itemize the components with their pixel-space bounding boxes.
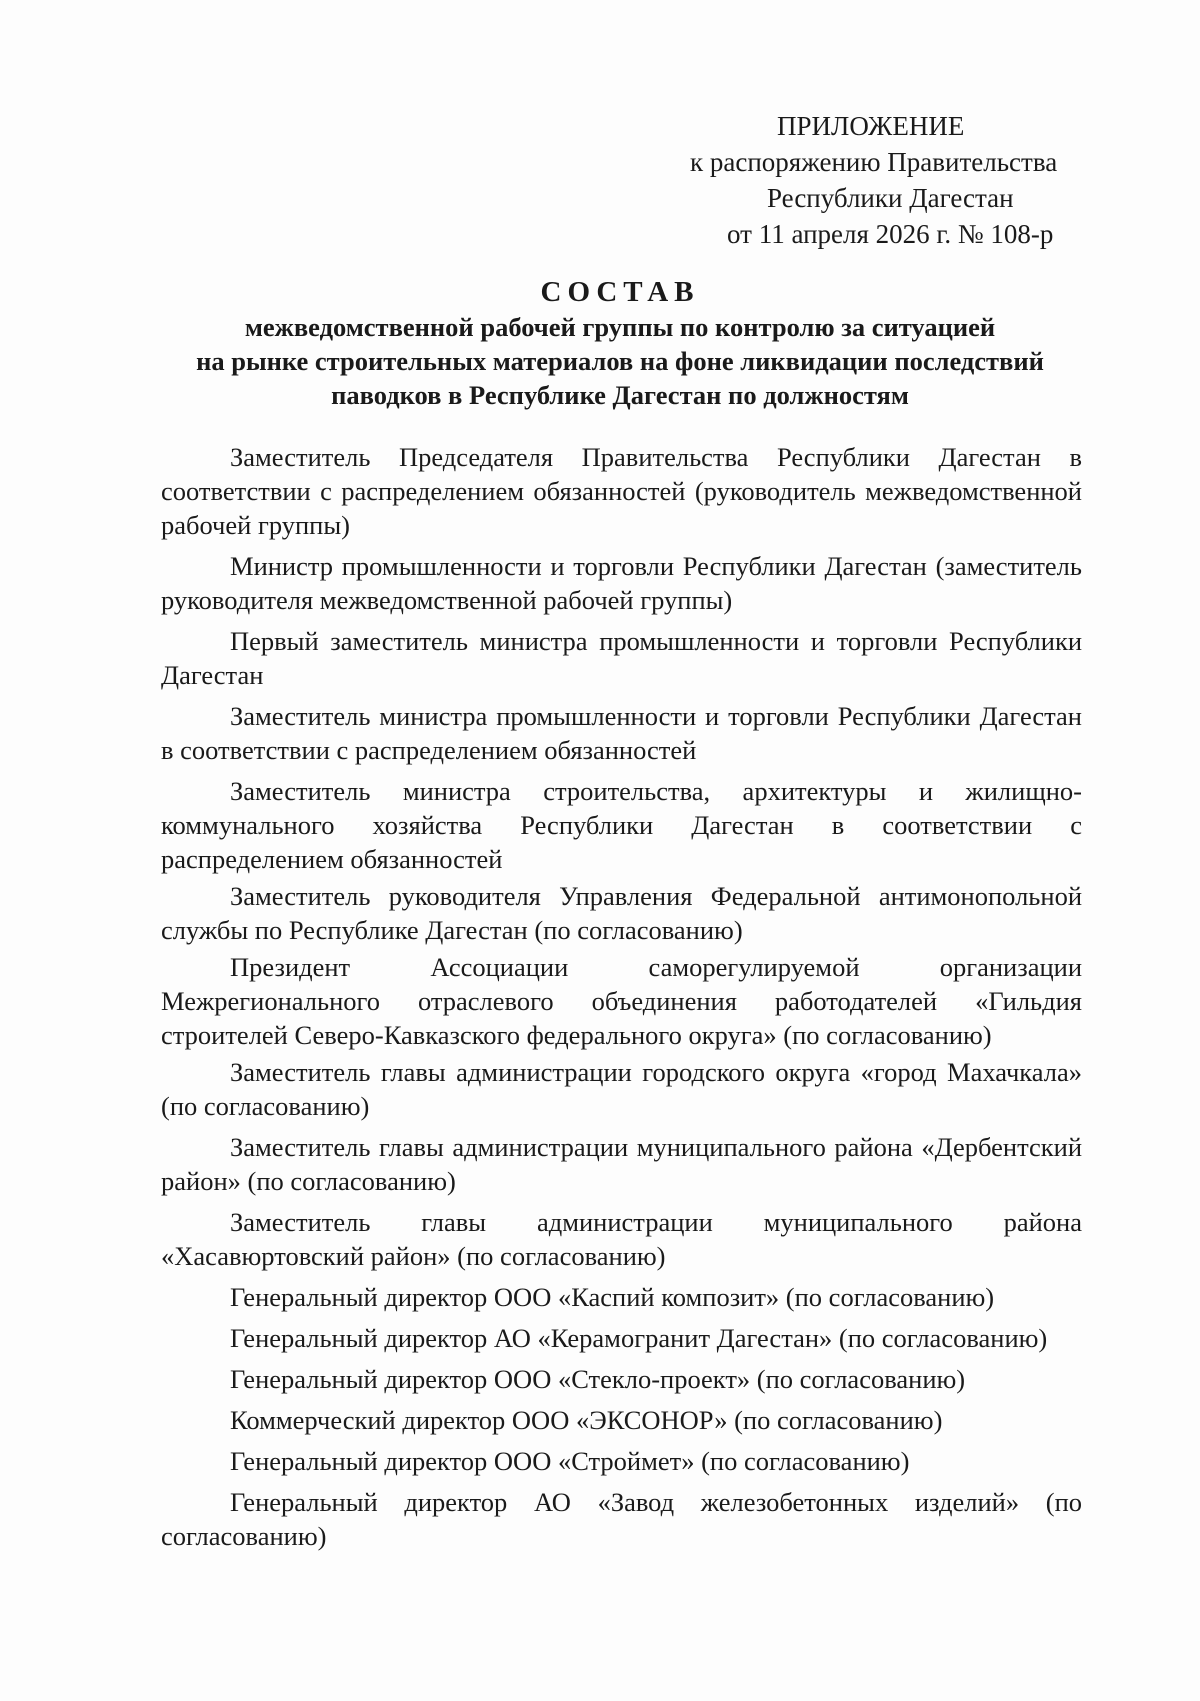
member-paragraph: Заместитель министра промышленности и торговли Республики Дагестан в соответствии с распределением обязанностей (161, 701, 1082, 765)
member-paragraph: Заместитель министра строительства, архитектуры и жилищно-коммунального хозяйства Республики Дагестан в соответствии с распределением обязанностей (161, 776, 1082, 874)
member-paragraph: Заместитель Председателя Правительства Республики Дагестан в соответствии с распределением обязанностей (руководитель межведомственной рабочей группы) (161, 442, 1082, 540)
member-paragraph: Генеральный директор ООО «Стекло-проект» (по согласованию) (230, 1364, 966, 1394)
member-paragraph: Заместитель главы администрации городского округа «город Махачкала» (по согласованию) (161, 1057, 1082, 1121)
subtitle-line: на рынке строительных материалов на фоне ликвидации последствий (196, 346, 1044, 376)
member-paragraph: Коммерческий директор ООО «ЭКСОНОР» (по согласованию) (230, 1405, 943, 1435)
member-paragraph: Генеральный директор ООО «Строймет» (по согласованию) (230, 1446, 910, 1476)
appendix-title: ПРИЛОЖЕНИЕ (777, 111, 965, 141)
member-paragraph: Генеральный директор ООО «Каспий композит» (по согласованию) (230, 1282, 995, 1312)
member-paragraph: Генеральный директор АО «Керамогранит Дагестан» (по согласованию) (230, 1323, 1048, 1353)
appendix-header (665, 108, 1085, 252)
subtitle-line: паводков в Республике Дагестан по должностям (331, 380, 909, 410)
appendix-issuer: Республики Дагестан (767, 183, 1014, 213)
member-paragraph: Заместитель главы администрации муниципального района «Хасавюртовский район» (по согласованию) (161, 1207, 1082, 1271)
member-paragraph: Первый заместитель министра промышленности и торговли Республики Дагестан (161, 626, 1082, 690)
member-paragraph: Заместитель главы администрации муниципального района «Дербентский район» (по согласованию) (161, 1132, 1082, 1196)
appendix-date-number: от 11 апреля 2026 г. № 108-р (727, 219, 1054, 249)
document-subtitle (150, 310, 1090, 412)
member-paragraph: Заместитель руководителя Управления Федеральной антимонопольной службы по Республике Дагестан (по согласованию) (161, 881, 1082, 945)
member-paragraph: Министр промышленности и торговли Республики Дагестан (заместитель руководителя межведомственной рабочей группы) (161, 551, 1082, 615)
member-paragraph: Генеральный директор АО «Завод железобетонных изделий» (по согласованию) (161, 1487, 1082, 1551)
document-title: СОСТАВ (540, 276, 700, 308)
member-paragraph: Президент Ассоциации саморегулируемой организации Межрегионального отраслевого объединения работодателей «Гильдия строителей Северо-Кавказского федерального округа» (по согласованию) (161, 952, 1082, 1050)
appendix-reference: к распоряжению Правительства (690, 147, 1058, 177)
subtitle-line: межведомственной рабочей группы по контролю за ситуацией (244, 312, 996, 342)
members-list (161, 440, 1082, 1560)
